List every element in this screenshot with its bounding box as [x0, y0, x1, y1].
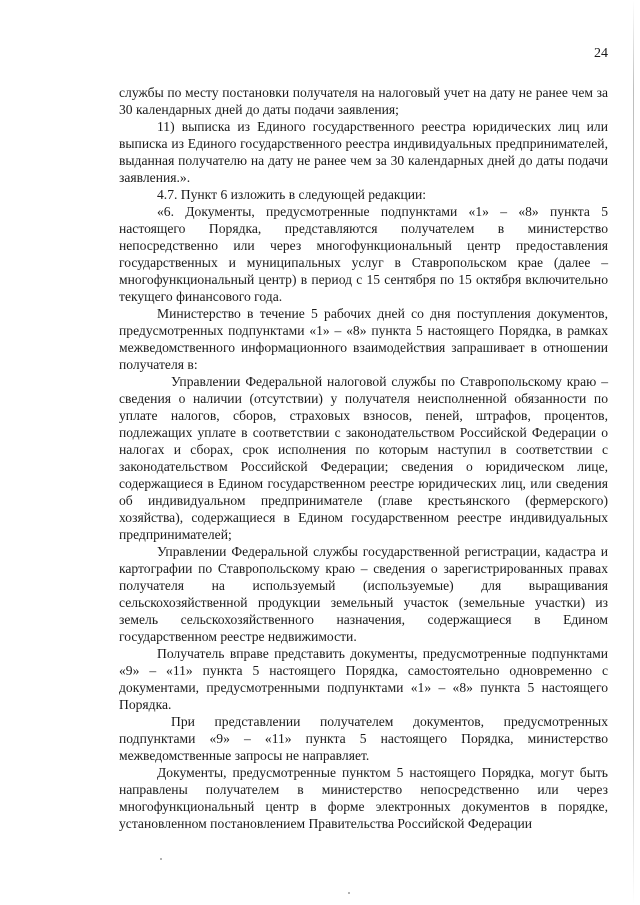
scan-speck: [160, 858, 162, 860]
paragraph-continuation: службы по месту постановки получателя на налоговый учет на дату не ранее чем за 30 календарных дней до даты подачи заявления;: [119, 85, 608, 117]
paragraph-item-11: 11) выписка из Единого государственного реестра юридических лиц или выписка из Единого государственного реестра индивидуальных предпринимателей, выданная получателю на дату не ранее чем за 30 календарных дней до даты подачи заявления.».: [119, 119, 608, 185]
document-body: [119, 84, 608, 832]
page-number: 24: [594, 46, 608, 61]
paragraph-registration-service: Управлении Федеральной службы государственной регистрации, кадастра и картографии по Ставропольскому краю – сведения о зарегистрированных правах получателя на используемый (используемые) для выращивания сельскохозяйственной продукции земельный участок (земельные участки) из земель сельскохозяйственного назначения, содержащиеся в Едином государственном реестре недвижимости.: [119, 544, 608, 644]
paragraph-no-requests: При представлении получателем документов, предусмотренных подпунктами «9» – «11» пункта 5 настоящего Порядка, министерство межведомственные запросы не направляет.: [119, 714, 608, 763]
paragraph-electronic-documents: Документы, предусмотренные пунктом 5 настоящего Порядка, могут быть направлены получателем в министерство непосредственно или через многофункциональный центр в форме электронных документов в порядке, установленном постановлением Правительства Российской Федерации: [119, 765, 608, 831]
scan-edge-line: [633, 0, 634, 905]
paragraph-ministry-requests: Министерство в течение 5 рабочих дней со дня поступления документов, предусмотренных подпунктами «1» – «8» пункта 5 настоящего Порядка, в рамках межведомственного информационного взаимодействия запрашивает в отношении получателя в:: [119, 306, 608, 372]
paragraph-tax-service: Управлении Федеральной налоговой службы по Ставропольскому краю – сведения о наличии (отсутствии) у получателя неисполненной обязанности по уплате налогов, сборов, страховых взносов, пеней, штрафов, процентов, подлежащих уплате в соответствии с законодательством Российской Федерации о налогах и сборах, срок исполнения по которым наступил в соответствии с законодательством Российской Федерации; сведения о юридическом лице, содержащиеся в Едином государственном реестре юридических лиц, или сведения об индивидуальном предпринимателе (главе крестьянского (фермерского) хозяйства), содержащиеся в Едином государственном реестре индивидуальных предпринимателей;: [119, 374, 608, 542]
scan-speck: [348, 892, 350, 894]
paragraph-point-6: «6. Документы, предусмотренные подпунктами «1» – «8» пункта 5 настоящего Порядка, представляются получателем в министерство непосредственно или через многофункциональный центр предоставления государственных и муниципальных услуг в Ставропольском крае (далее – многофункциональный центр) в период с 15 сентября по 15 октября включительно текущего финансового года.: [119, 204, 608, 304]
paragraph-section-4-7: 4.7. Пункт 6 изложить в следующей редакции:: [157, 187, 427, 202]
paragraph-recipient-right: Получатель вправе представить документы, предусмотренные подпунктами «9» – «11» пункта 5 настоящего Порядка, самостоятельно одновременно с документами, предусмотренными подпунктами «1» – «8» пункта 5 настоящего Порядка.: [119, 646, 608, 712]
